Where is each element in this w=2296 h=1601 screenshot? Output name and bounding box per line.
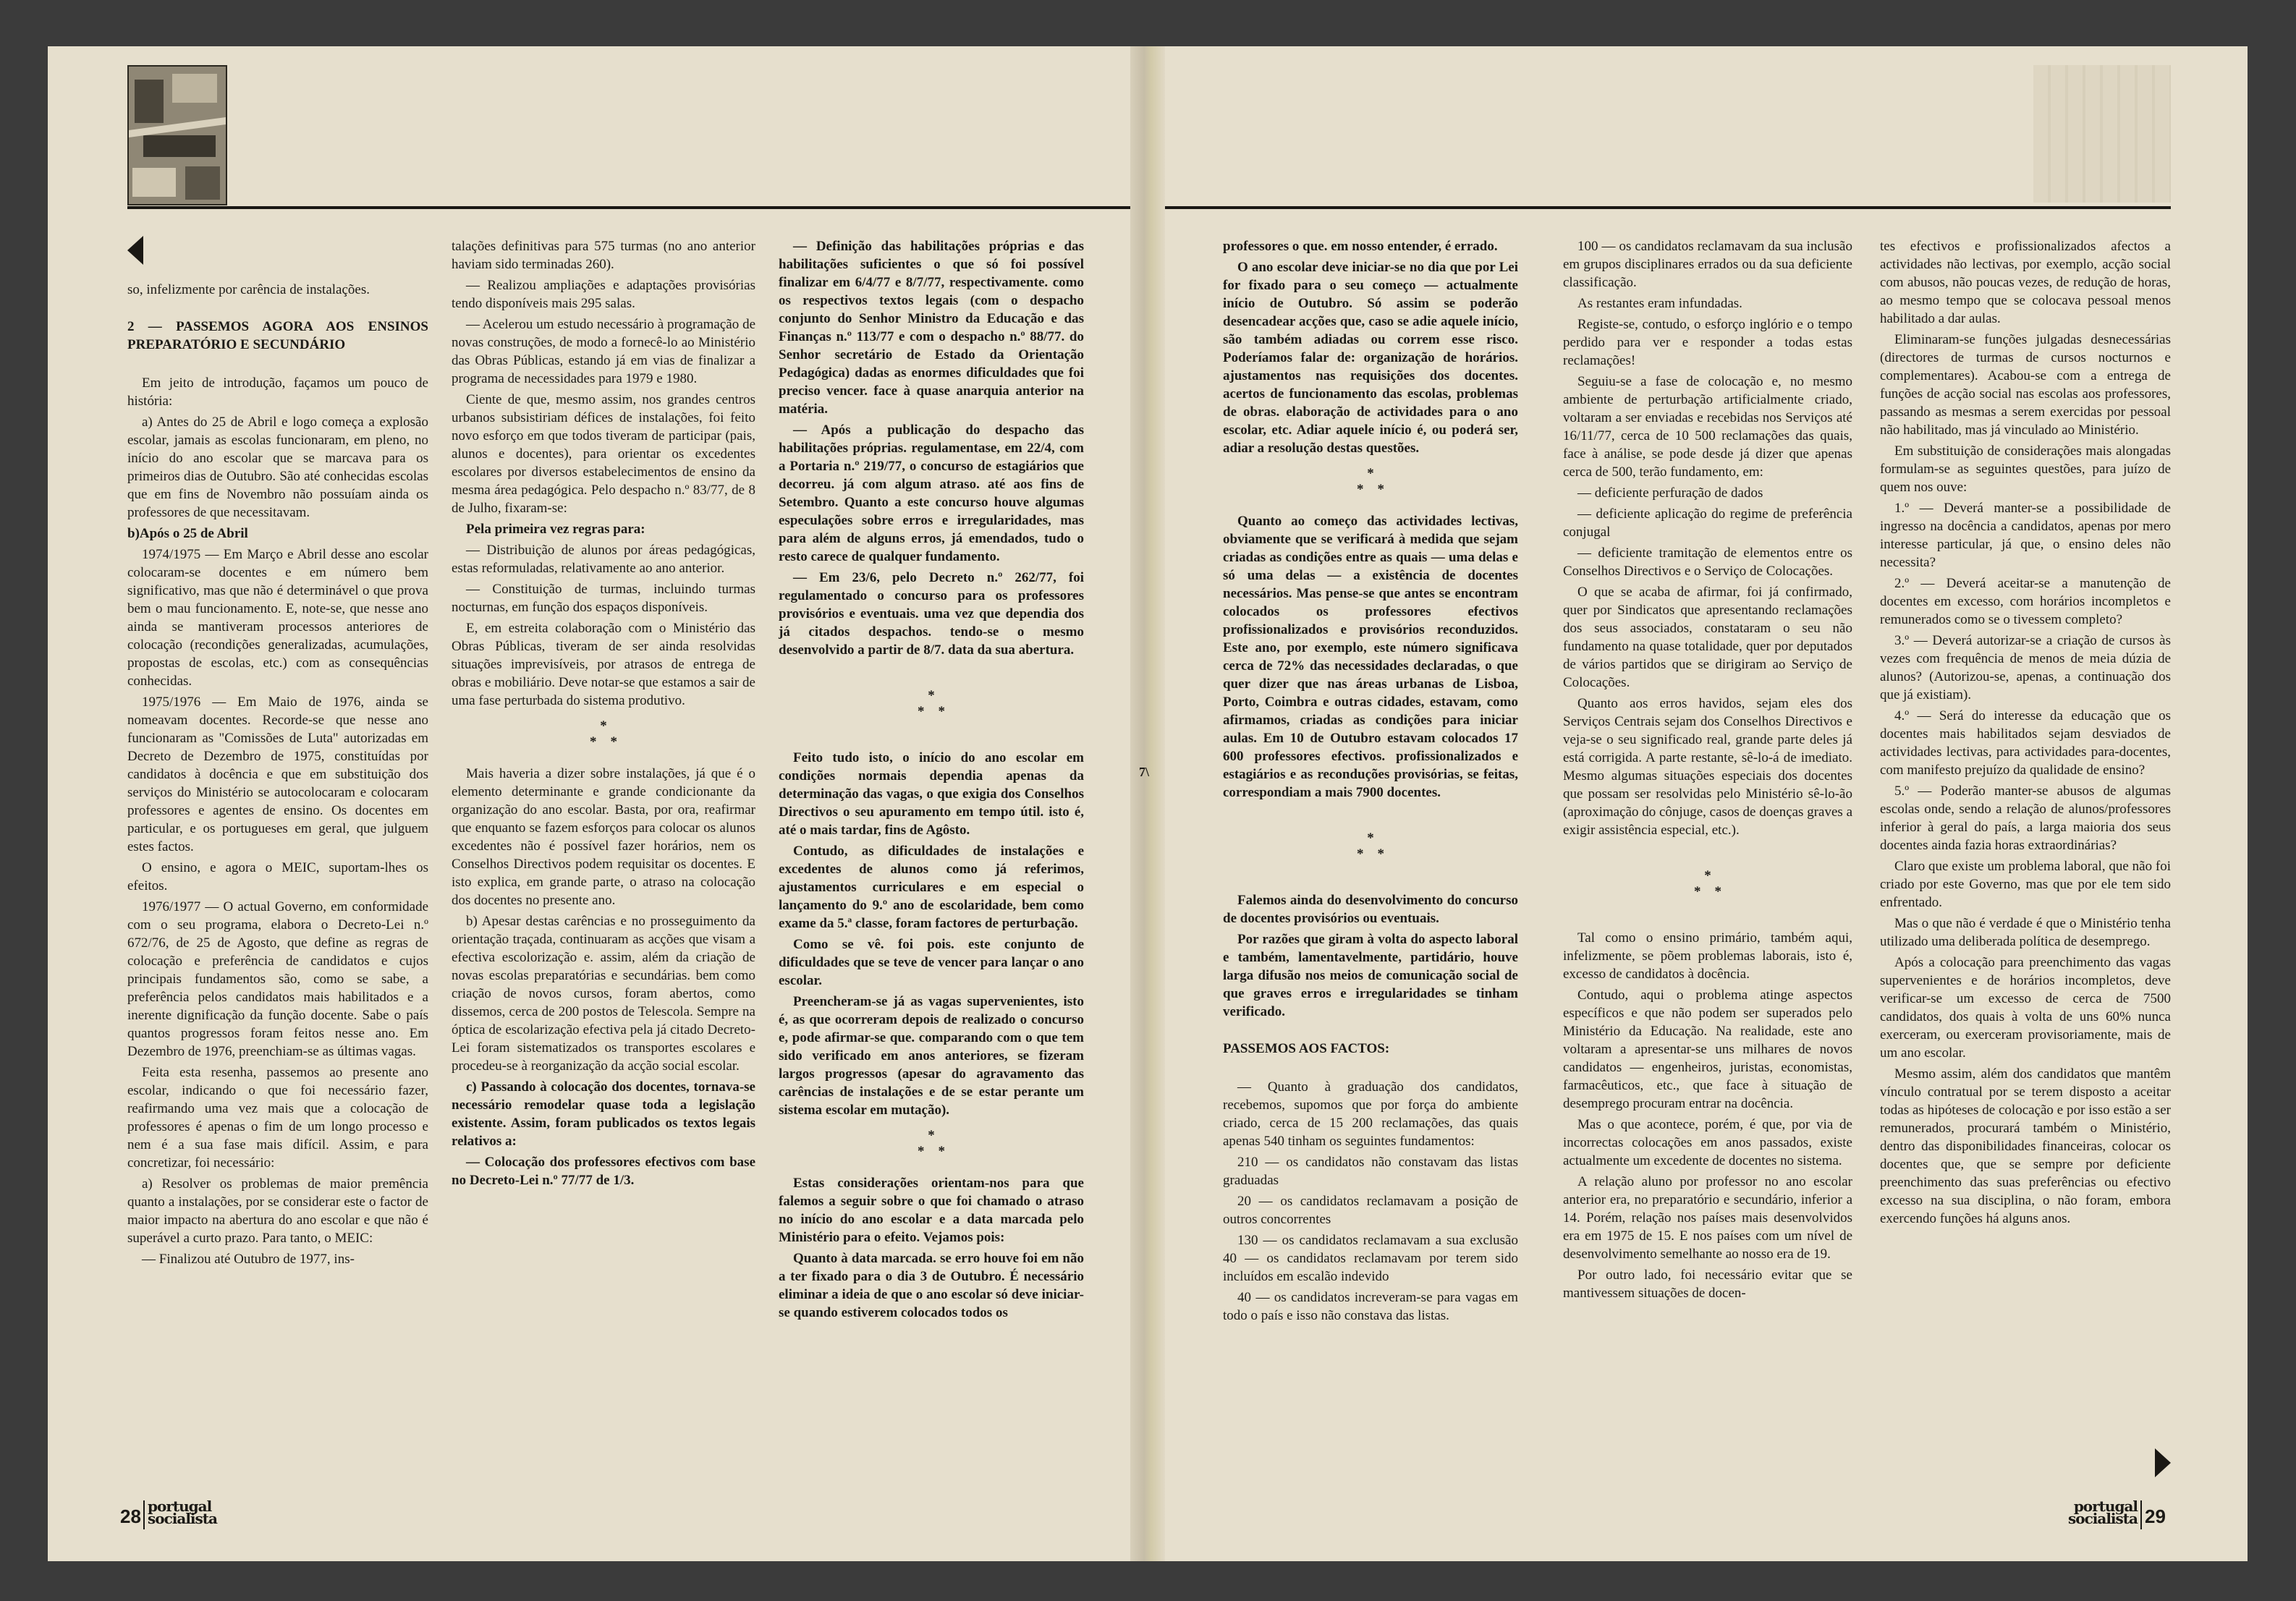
paragraph: O ano escolar deve iniciar-se no dia que por Lei for fixado para o seu começo — actualmente início de Outubro. Só assim se poderão desencadear acções que, caso se adie aquele início, são também adiadas ou correm esse risco. Poderíamos falar de: organização de horários. ajustamentos nas requisições dos docentes. acertos de funcionamento das escolas, problemas de obras. elaboração de actividades para o ano escolar, etc. Adiar aquele início é, ou poderá ser, adiar a resolução destas questões. bbox=[1223, 260, 1518, 456]
paragraph: A relação aluno por professor no ano escolar anterior era, no preparatório e secundário, inferior a 14. Porém, relação nos países mais desenvolvidos era em 1975 de 15. E nos países com um nível de desenvolvimento semelhante ao nosso era de 19. bbox=[1563, 1174, 1852, 1262]
paragraph: 2.º — Deverá aceitar-se a manutenção de docentes em excesso, com horários incompletos e remunerados como se o tivessem completo? bbox=[1880, 576, 2171, 627]
paragraph: Contudo, as dificuldades de instalações e excedentes de alunos como já referimos, ajustamentos curriculares e em especial o lançamento do 9.º ano de escolaridade, bem como exame da 5.ª classe, foram factores de perturbação. bbox=[779, 844, 1084, 931]
paragraph: — Após a publicação do despacho das habilitações próprias. regulamentase, em 22/4, com a Portaria n.º 219/77, o concurso de estagiários que decorreu. já com algum atraso. até aos fins de Setembro. Quanto a este concurso houve algumas especulações sobre erros e irregularidades, mas para além de alguns erros, já emendados, tudo o resto carece de qualquer fundamento. bbox=[779, 422, 1084, 564]
paragraph: 4.º — Será do interesse da educação que os docentes mais habilitados sejam desviados de actividades lectivas, para actividades para-docentes, com manifesto prejuízo da qualidade de ensino? bbox=[1880, 708, 2171, 778]
paragraph: 100 — os candidatos reclamavam da sua inclusão em grupos disciplinares errados ou da sua deficiente classificação. bbox=[1563, 239, 1852, 290]
paragraph: — Quanto à graduação dos candidatos, recebemos, supomos que por força do ambiente criado, cerca de 15 200 reclamações, das quais apenas 540 tinham os seguintes fundamentos: bbox=[1223, 1079, 1518, 1149]
paragraph: Mas o que não é verdade é que o Ministério tenha utilizado uma deliberada política de desemprego. bbox=[1880, 916, 2171, 949]
paragraph: Quanto aos erros havidos, sejam eles dos Serviços Centrais sejam dos Conselhos Directivos e veja-se o seu significado real, grande parte deles já está corrigida. A parte restante, sê-lo-á de imediato. Mesmo algumas situações especiais dos docentes que possam ser resolvidas pelo Ministério sê-lo-ão (aproximação do cônjuge, casos de doenças graves a exigir assistência especial, etc.). bbox=[1563, 696, 1852, 838]
paragraph: Seguiu-se a fase de colocação e, no mesmo ambiente de perturbação artificialmente criado, voltaram a ser enviadas e recebidas nos Serviços até 16/11/77, cerca de 10 500 reclamações das quais, face à análise, se pode desde já dizer que apenas cerca de 500, terão fundamento, em: bbox=[1563, 374, 1852, 480]
paragraph: 5.º — Poderão manter-se abusos de algumas escolas onde, sendo a relação de alunos/professores inferior à geral do país, a larga maioria dos seus docentes ainda fazia horas extraordinárias? bbox=[1880, 783, 2171, 853]
paragraph: Em substituição de considerações mais alongadas formulam-se as seguintes questões, para juízo de quem nos ouve: bbox=[1880, 443, 2171, 495]
brand-line-1: portugal bbox=[2073, 1498, 2138, 1515]
next-arrow-icon[interactable] bbox=[2155, 1448, 2171, 1477]
section-heading: PASSEMOS AOS FACTOS: bbox=[1223, 1041, 1390, 1056]
brand-line-2: socialista bbox=[148, 1510, 217, 1527]
paragraph: talações definitivas para 575 turmas (no ano anterior haviam sido terminadas 260). bbox=[452, 239, 755, 272]
paragraph: — Distribuição de alunos por áreas pedagógicas, estas reformuladas, relativamente ao ano anterior. bbox=[452, 543, 755, 576]
paragraph: a) Antes do 25 de Abril e logo começa a explosão escolar, jamais as escolas funcionaram, em pleno, no início do ano escolar que se marcava para os primeiros dias de Outubro. São até conhecidas escolas que em fins de Novembro não possuíam ainda os professores de que necessitavam. bbox=[127, 415, 428, 520]
paragraph: Contudo, aqui o problema atinge aspectos específicos e que não podem ser superados pelo Ministério da Educação. Na realidade, este ano voltaram a apresentar-se uns milhares de novos candidatos — engenheiros, juristas, economistas, farmacêuticos, etc., que face à situação de desemprego procuram entrar na docência. bbox=[1563, 988, 1852, 1111]
paragraph: Registe-se, contudo, o esforço inglório e o tempo perdido para ver e responder a todas estas reclamações! bbox=[1563, 317, 1852, 368]
folio-divider-left bbox=[143, 1500, 145, 1529]
column-6 bbox=[1880, 237, 2171, 1231]
paragraph: 1975/1976 — Em Maio de 1976, ainda se nomeavam docentes. Recorde-se que nesse ano funcionaram as "Comissões de Luta" autorizadas em Decreto de Dezembro de 1975, constituídas por candidatos à docência e que em substituição dos serviços do Ministério se autocolocaram e colocaram professores e agentes de ensino. Os docentes em particular, e os portugueses em geral, que julguem estes factos. bbox=[127, 695, 428, 854]
paragraph: — Em 23/6, pelo Decreto n.º 262/77, foi regulamentado o concurso para os professores provisórios e eventuais. uma vez que dependia dos já citados despachos. tendo-se o mesmo desenvolvido a partir de 8/7. data da sua abertura. bbox=[779, 570, 1084, 658]
paragraph: Mesmo assim, além dos candidatos que mantêm vínculo contratual por se terem disposto a aceitar todas as hipóteses de colocação e por isso estão a ser remunerados, procurará também o Ministério, dentro das disponibilidades financeiras, colocar os docentes que, que se sempre por deficiente preenchimento das suas preferências ou efectivo excesso na sua disciplina, o não foram, embora exercendo funções há alguns anos. bbox=[1880, 1066, 2171, 1226]
header-rule-right bbox=[1165, 206, 2171, 209]
paragraph: Quanto à data marcada. se erro houve foi em não a ter fixado para o dia 3 de Outubro. É necessário eliminar a ideia de que o ano escolar só deve iniciar-se quando estiverem colocados todos os bbox=[779, 1251, 1084, 1320]
header-photo bbox=[127, 65, 227, 205]
page-number-right: 29 bbox=[2145, 1506, 2166, 1527]
paragraph: 210 — os candidatos não constavam das listas graduadas bbox=[1223, 1155, 1518, 1188]
paragraph: so, infelizmente por carência de instalações. bbox=[127, 282, 370, 297]
paragraph: b) Apesar destas carências e no prosseguimento da orientação traçada, continuaram as acções que visam a efectiva escolorização e. assim, além da criação de novas escolas preparatórias e secundárias. bem como criação de novos cursos, foram abertos, como dissemos, cerca de 200 postos de Telescola. Sempre na óptica de escolarização efectiva pela já citado Decreto-Lei foram sistematizados os transportes escolares e procedeu-se à reorganização da acção social escolar. bbox=[452, 914, 755, 1074]
paragraph: — Definição das habilitações próprias e das habilitações suficientes o que só foi possível finalizar em 6/4/77 e 8/7/77, respectivamente. como os respectivos textos legais (com o despacho conjunto do Senhor Ministro da Educação e das Finanças n.º 113/77 e com o despacho n.º 88/77. do Senhor secretário de Estado da Orientação Pedagógica) dadas as enormes dificuldades que foi preciso vencer. face à quase anarquia anterior na matéria. bbox=[779, 239, 1084, 417]
paragraph: Preencheram-se já as vagas supervenientes, isto é, as que ocorreram depois de realizado o concurso e, pode afirmar-se que. comparando com o que tem sido verificado em anos anteriores, se fizeram largos progressos (apesar do agravamento das carências de instalações e de se estar perante um sistema escolar em mutação). bbox=[779, 994, 1084, 1118]
brand-left bbox=[148, 1500, 217, 1525]
paragraph: Feita esta resenha, passemos ao presente ano escolar, indicando o que foi necessário fazer, reafirmando uma vez mais que a colocação de professores é apenas o fim de um longo processo e nem é a sua fase mais difícil. Assim, e para concretizar, foi necessário: bbox=[127, 1065, 428, 1171]
asterism-icon: * * * bbox=[590, 718, 617, 749]
paragraph: 130 — os candidatos reclamavam a sua exclusão 40 — os candidatos reclamavam por terem sido incluídos em escalão indevido bbox=[1223, 1233, 1518, 1284]
back-arrow-icon[interactable] bbox=[127, 236, 143, 265]
paragraph: Mais haveria a dizer sobre instalações, já que é o elemento determinante e grande condicionante da organização do ano escolar. Basta, por ora, reafirmar que enquanto se fazem esforços para colocar os alunos excedentes não é possível fazer horários, nem os Conselhos Directivos podem requisitar os docentes. E isto explica, em grande parte, o atraso na colocação dos docentes no presente ano. bbox=[452, 766, 755, 908]
paragraph: O ensino, e agora o MEIC, suportam-lhes os efeitos. bbox=[127, 860, 428, 893]
brand-line-2: socialista bbox=[2068, 1510, 2138, 1527]
paragraph: tes efectivos e profissionalizados afectos a actividades não lectivas, por exemplo, acção social com abusos, não poucas vezes, de redução de horas, ao mesmo tempo que se colocava pessoal menos habilitado a dar aulas. bbox=[1880, 239, 2171, 326]
paragraph: Feito tudo isto, o início do ano escolar em condições normais dependia apenas da determinação das vagas, o que exigia dos Conselhos Directivos o seu apuramento em tempo útil. isto é, até o mais tardar, fins de Agôsto. bbox=[779, 750, 1084, 838]
paragraph: — Finalizou até Outubro de 1977, ins- bbox=[142, 1252, 355, 1267]
paragraph: b)Após o 25 de Abril bbox=[127, 526, 248, 541]
paragraph: Claro que existe um problema laboral, que não foi criado por este Governo, mas que por ele tem sido enfrentado. bbox=[1880, 859, 2171, 910]
paragraph: E, em estreita colaboração com o Ministério das Obras Públicas, tiveram de ser ainda resolvidas situações imprevisíveis, por atrasos de entrega de obras e mobiliário. Deve notar-se que estamos a sair de uma fase perturbada do sistema produtivo. bbox=[452, 621, 755, 708]
folio-divider-right bbox=[2140, 1500, 2142, 1529]
brand-right bbox=[2068, 1500, 2138, 1525]
paragraph: 20 — os candidatos reclamavam a posição de outros concorrentes bbox=[1223, 1194, 1518, 1227]
paragraph: Em jeito de introdução, façamos um pouco de história: bbox=[127, 375, 428, 409]
column-3 bbox=[779, 237, 1084, 1325]
paragraph: 1.º — Deverá manter-se a possibilidade de ingresso na docência a candidatos, apenas por mero interesse particular, já que, o ensino deles não necessita? bbox=[1880, 501, 2171, 570]
section-heading: 2 — PASSEMOS AGORA AOS ENSINOS PREPARATÓRIO E SECUNDÁRIO bbox=[127, 319, 428, 352]
paragraph: c) Passando à colocação dos docentes, tornava-se necessário remodelar quase toda a legislação existente. Assim, foram publicados os textos legais relativos a: bbox=[452, 1079, 755, 1149]
paragraph: Por razões que giram à volta do aspecto laboral e também, lamentavelmente, partidário, houve larga difusão nos meios de comunicação social de que graves erros e irregularidades se tinham verificado. bbox=[1223, 932, 1518, 1019]
column-4 bbox=[1223, 237, 1518, 1328]
column-1 bbox=[127, 281, 428, 1271]
column-5 bbox=[1563, 237, 1852, 1305]
fold-mark: 7\ bbox=[1139, 765, 1150, 779]
paragraph: — Realizou ampliações e adaptações provisórias tendo disponíveis mais 295 salas. bbox=[452, 278, 755, 311]
paragraph: — Acelerou um estudo necessário à programação de novas construções, de modo a fornecê-lo ao Ministério das Obras Públicas, estando já em vias de finalizar a programa de necessidades para 1979 e 1980. bbox=[452, 317, 755, 386]
paragraph: 3.º — Deverá autorizar-se a criação de cursos às vezes com frequência de menos de meia dúzia de alunos? (Autorizou-se, apenas, a continuação dos que já existiam). bbox=[1880, 633, 2171, 702]
paragraph: — deficiente aplicação do regime de preferência conjugal bbox=[1563, 506, 1852, 540]
asterism-icon: * * * bbox=[918, 688, 945, 719]
paragraph: — Colocação dos professores efectivos com base no Decreto-Lei n.º 77/77 de 1/3. bbox=[452, 1155, 755, 1188]
paragraph: — deficiente tramitação de elementos entre os Conselhos Directivos e o Serviço de Colocações. bbox=[1563, 545, 1852, 579]
paragraph: Como se vê. foi pois. este conjunto de dificuldades que se teve de vencer para lançar o ano escolar. bbox=[779, 937, 1084, 988]
header-photo-faded bbox=[2033, 65, 2171, 203]
paragraph: a) Resolver os problemas de maior premência quanto a instalações, por se considerar este o factor de maior impacto na abertura do ano escolar e que não é superável a curto prazo. Para tanto, o MEIC: bbox=[127, 1176, 428, 1246]
asterism-icon: * * * bbox=[1357, 466, 1384, 497]
paragraph: — deficiente perfuração de dados bbox=[1577, 485, 1763, 501]
paragraph: O que se acaba de afirmar, foi já confirmado, quer por Sindicatos que apresentando reclamações dos seus associados, constataram o seu não fundamento na quase totalidade, quer por deputados de vários partidos que se dirigiram ao Serviço de Colocações. bbox=[1563, 585, 1852, 690]
paragraph: Por outro lado, foi necessário evitar que se mantivessem situações de docen- bbox=[1563, 1267, 1852, 1301]
paragraph: 1976/1977 — O actual Governo, em conformidade com o seu programa, elabora o Decreto-Lei n.º 672/76, de 25 de Agosto, que define as regras de colocação e preferência de candidatos e cujos principais fundamentos são, como se sabe, a preferência pelos candidatos mais habilitados e a inerente dignificação da função docente. Sabe o país quantos progressos foram feitos nesse ano. Em Dezembro de 1976, preenchiam-se as últimas vagas. bbox=[127, 899, 428, 1059]
paragraph: Ciente de que, mesmo assim, nos grandes centros urbanos subsistiriam défices de instalações, foi feito novo esforço em que todos tiveram de participar (pais, alunos e docentes), para orientar os excedentes escolares por diversos estabelecimentos de ensino da mesma área pedagógica. Pelo despacho n.º 83/77, de 8 de Julho, fixaram-se: bbox=[452, 392, 755, 516]
paragraph: 40 — os candidatos increveram-se para vagas em todo o país e isso não constava das listas. bbox=[1223, 1290, 1518, 1323]
paragraph: Falemos ainda do desenvolvimento do concurso de docentes provisórios ou eventuais. bbox=[1223, 893, 1518, 926]
column-2 bbox=[452, 237, 755, 1192]
page-fold bbox=[1130, 46, 1165, 1561]
paragraph: Estas considerações orientam-nos para que falemos a seguir sobre o que foi chamado o atraso no início do ano escolar e a data marcada pelo Ministério para o efeito. Vejamos pois: bbox=[779, 1176, 1084, 1245]
paragraph: Tal como o ensino primário, também aqui, infelizmente, se põem problemas laborais, isto é, excesso de candidatos à docência. bbox=[1563, 930, 1852, 982]
paragraph: Mas o que acontece, porém, é que, por via de incorrectas colocações em anos passados, existe actualmente um excedente de docentes no sistema. bbox=[1563, 1117, 1852, 1168]
header-rule-left bbox=[127, 206, 1130, 209]
paragraph: Após a colocação para preenchimento das vagas supervenientes e de horários incompletos, deve verificar-se um excesso de cerca de 7500 candidatos, dos quais à volta de uns 60% nunca exerceram, ou exerceram provisoriamente, mais de um ano escolar. bbox=[1880, 955, 2171, 1061]
brand-line-1: portugal bbox=[148, 1498, 212, 1515]
paragraph: — Constituição de turmas, incluindo turmas nocturnas, em função dos espaços disponíveis. bbox=[452, 582, 755, 615]
paragraph: Eliminaram-se funções julgadas desnecessárias (directores de turmas de cursos nocturnos e complementares). Acabou-se com a entrega de funções de acção social nas escolas aos professores, passando as mesmas a serem exercidas por pessoal não habilitado, mas já vinculado ao Ministério. bbox=[1880, 332, 2171, 438]
paragraph: 1974/1975 — Em Março e Abril desse ano escolar colocaram-se docentes e em número bem significativo, mas que não é determinável o que prova bem o mau funcionamento. E, note-se, que nesse ano ainda se mantiveram processos anteriores de colocação (recondições generalizadas, acumulações, propostas de escolas, etc.) com as consequências conhecidas. bbox=[127, 547, 428, 689]
asterism-icon: * * * bbox=[1694, 868, 1721, 899]
paragraph: Pela primeira vez regras para: bbox=[466, 522, 645, 537]
asterism-icon: * * * bbox=[1357, 831, 1384, 862]
paragraph: As restantes eram infundadas. bbox=[1577, 296, 1742, 311]
page-number-left: 28 bbox=[120, 1506, 141, 1527]
paragraph: professores o que. em nosso entender, é errado. bbox=[1223, 239, 1498, 254]
paragraph: Quanto ao começo das actividades lectivas, obviamente que se verificará à medida que sejam criadas as condições entre as quais — uma delas e só uma delas — a existência de docentes necessários. Mas pense-se que antes se encontram colocados os professores efectivos profissionalizados e provisórios reconduzidos. Este ano, por exemplo, este número significava cerca de 72% das necessidades declaradas, o que quer dizer que nas áreas urbanas de Lisboa, Porto, Coimbra e outras cidades, estavam, como afirmamos, criadas as condições para iniciar aulas. Em 10 de Outubro estavam colocados 17 600 professores efectivos. profissionalizados e estagiários e as reconduções provisórias, se feitas, correspondiam a mais 7900 docentes. bbox=[1223, 514, 1518, 800]
asterism-icon: * * * bbox=[918, 1128, 945, 1159]
